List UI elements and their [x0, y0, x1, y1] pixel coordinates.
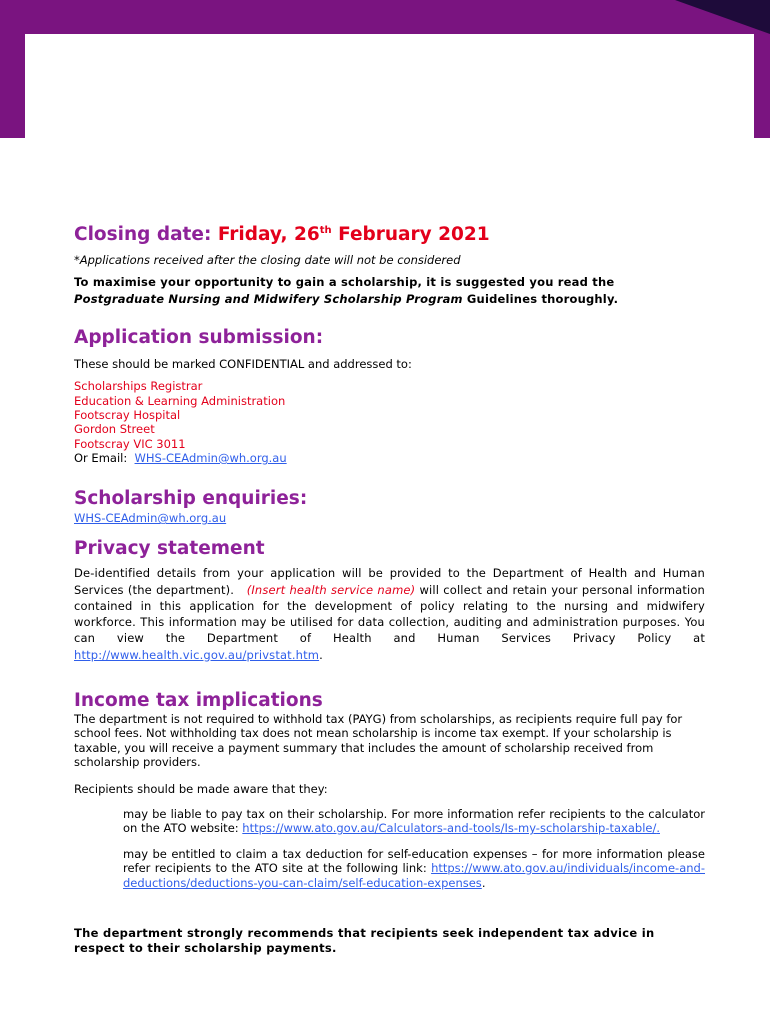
closing-date-label: Closing date:	[74, 224, 212, 246]
tax-paragraph: The department is not required to withhold tax (PAYG) from scholarships, as recipients require full pay for school fees. Not withholding tax does not mean scholarship is income tax exempt. If your scholarship is taxable, you will receive a payment summary that includes the amount of scholarship received from scholarship providers.	[74, 712, 683, 769]
tax-bullets	[74, 807, 705, 891]
advice-text: To maximise your opportunity to gain a scholarship, it is suggested you read the	[74, 275, 615, 290]
enquiries-heading: Scholarship enquiries:	[74, 488, 308, 510]
submission-email-link[interactable]: WHS-CEAdmin@wh.org.au	[134, 450, 287, 465]
closing-date-month-year: February 2021	[331, 224, 490, 246]
submission-email-row	[74, 451, 705, 465]
closing-date-suffix: th	[319, 225, 332, 236]
ato-calculator-link[interactable]: https://www.ato.gov.au/Calculators-and-tools/Is-my-scholarship-taxable/	[242, 821, 657, 835]
tax-heading: Income tax implications	[74, 690, 323, 712]
privacy-text-start: De-identified details from your application will be provided to the Department of Health and Human Services (the department).	[74, 566, 705, 597]
bullet-text: may be liable to pay tax on their scholarship. For more information refer recipients to the calculator on the ATO website:	[123, 806, 705, 835]
list-item	[74, 847, 705, 891]
privacy-text-body: will collect and retain your personal information contained in this application for the development of policy relating to the nursing and midwifery workforce. This information may be utilised for data collection, auditing and administration purposes. You can view the Department of Health and Human Services Privacy Policy at	[74, 582, 705, 646]
advice-end: Guidelines thoroughly.	[462, 291, 619, 306]
address-line: Gordon Street	[74, 422, 155, 437]
closing-date	[74, 218, 705, 248]
address-line: Scholarships Registrar	[74, 379, 203, 394]
submission-intro: These should be marked CONFIDENTIAL and addressed to:	[74, 357, 412, 372]
privacy-heading: Privacy statement	[74, 538, 265, 560]
bullet-text: may be entitled to claim a tax deduction for self-education expenses – for more information please refer recipients to the ATO site at the following link:	[123, 846, 705, 875]
address-line: Footscray Hospital	[74, 408, 181, 423]
submission-heading: Application submission:	[74, 327, 324, 349]
closing-date-value	[218, 224, 490, 245]
bullet-end: .	[481, 875, 486, 890]
privacy-policy-link[interactable]: http://www.health.vic.gov.au/privstat.htm	[74, 647, 320, 662]
closing-date-day: Friday, 26	[217, 224, 320, 246]
banner-white-panel	[25, 34, 754, 138]
submission-address	[74, 379, 705, 465]
ato-deductions-link[interactable]: https://www.ato.gov.au/individuals/income-and-deductions/deductions-you-can-claim/self-education-expenses	[123, 861, 705, 890]
document-body	[74, 218, 705, 956]
enquiries-email-link[interactable]: WHS-CEAdmin@wh.org.au	[74, 511, 227, 526]
address-line: Education & Learning Administration	[74, 393, 286, 408]
privacy-text-end: .	[319, 647, 323, 662]
guidelines-advice	[74, 274, 705, 307]
header-banner	[0, 0, 770, 138]
bullet-end: .	[656, 821, 660, 835]
tax-aware: Recipients should be made aware that they:	[74, 782, 328, 797]
program-name: Postgraduate Nursing and Midwifery Scholarship Program	[74, 291, 463, 306]
list-item	[74, 807, 705, 836]
banner-corner-accent	[675, 0, 770, 34]
closing-note: *Applications received after the closing date will not be considered	[74, 253, 461, 268]
enquiries-row	[74, 511, 705, 525]
email-label: Or Email:	[74, 450, 128, 465]
tax-recommendation: The department strongly recommends that recipients seek independent tax advice in respect to their scholarship payments.	[74, 926, 655, 955]
privacy-text	[74, 565, 705, 663]
health-service-placeholder: (Insert health service name)	[246, 582, 416, 597]
address-line: Footscray VIC 3011	[74, 436, 186, 451]
